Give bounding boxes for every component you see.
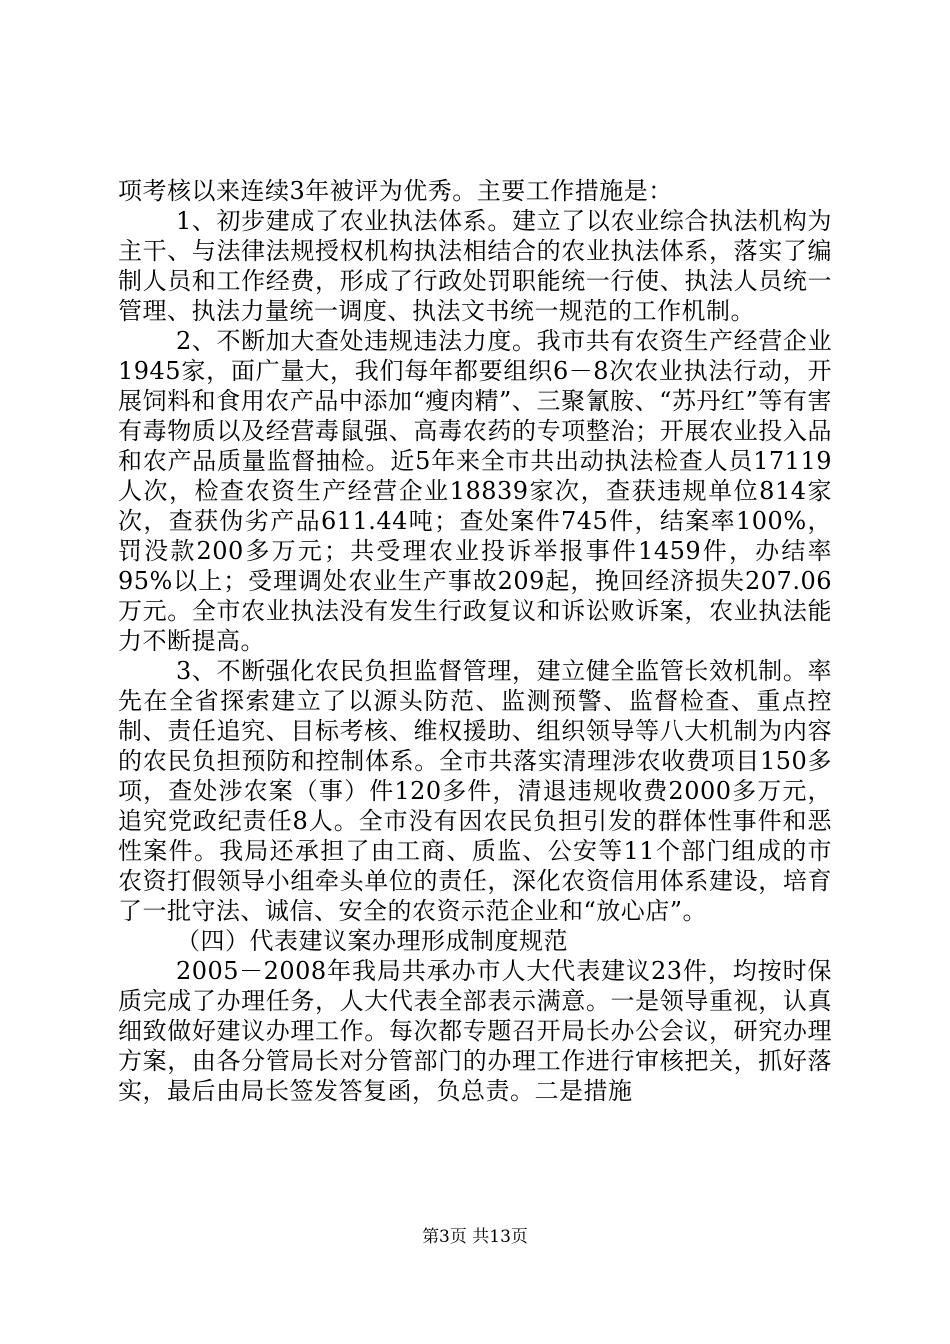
paragraph-item-2: 2、不断加大查处违规违法力度。我市共有农资生产经营企业1945家，面广量大，我们每年都要组织6－8次农业执法行动，开展饲料和食用农产品中添加“瘦肉精”、三聚氰胺、“苏丹红”等有害有毒物质以及经营毒鼠强、高毒农药的专项整治；开展农业投入品和农产品质量监督抽检。近5年来全市共出动执法检查人员17119人次，检查农资生产经营企业18839家次，查获违规单位814家次，查获伪劣产品611.44吨；查处案件745件，结案率100%，罚没款200多万元；共受理农业投诉举报事件1459件，办结率95%以上；受理调处农业生产事故209起，挽回经济损失207.06万元。全市农业执法没有发生行政复议和诉讼败诉案，农业执法能力不断提高。 xyxy=(118,327,832,655)
paragraph-section-4: 2005－2008年我局共承办市人大代表建议23件，均按时保质完成了办理任务，人大代表全部表示满意。一是领导重视，认真细致做好建议办理工作。每次都专题召开局长办公会议，研究办理方案，由各分管局长对分管部门的办理工作进行审核把关，抓好落实，最后由局长签发答复函，负总责。二是措施 xyxy=(118,957,832,1105)
document-body xyxy=(118,176,832,1106)
paragraph-item-1: 1、初步建成了农业执法体系。建立了以农业综合执法机构为主干、与法律法规授权机构执法相结合的农业执法体系，落实了编制人员和工作经费，形成了行政处罚职能统一行使、执法人员统一管理、执法力量统一调度、执法文书统一规范的工作机制。 xyxy=(118,207,832,325)
page-number-footer: 第3页 共13页 xyxy=(422,1227,528,1247)
paragraph-intro: 项考核以来连续3年被评为优秀。主要工作措施是： xyxy=(118,177,673,205)
paragraph-item-3: 3、不断强化农民负担监督管理，建立健全监管长效机制。率先在全省探索建立了以源头防范、监测预警、监督检查、重点控制、责任追究、目标考核、维权援助、组织领导等八大机制为内容的农民负担预防和控制体系。全市共落实清理涉农收费项目150多项，查处涉农案（事）件120多件，清退违规收费2000多万元，追究党政纪责任8人。全市没有因农民负担引发的群体性事件和恶性案件。我局还承担了由工商、质监、公安等11个部门组成的市农资打假领导小组牵头单位的责任，深化农资信用体系建设，培育了一批守法、诚信、安全的农资示范企业和“放心店”。 xyxy=(118,657,832,925)
section-heading-4: （四）代表建议案办理形成制度规范 xyxy=(176,927,568,955)
